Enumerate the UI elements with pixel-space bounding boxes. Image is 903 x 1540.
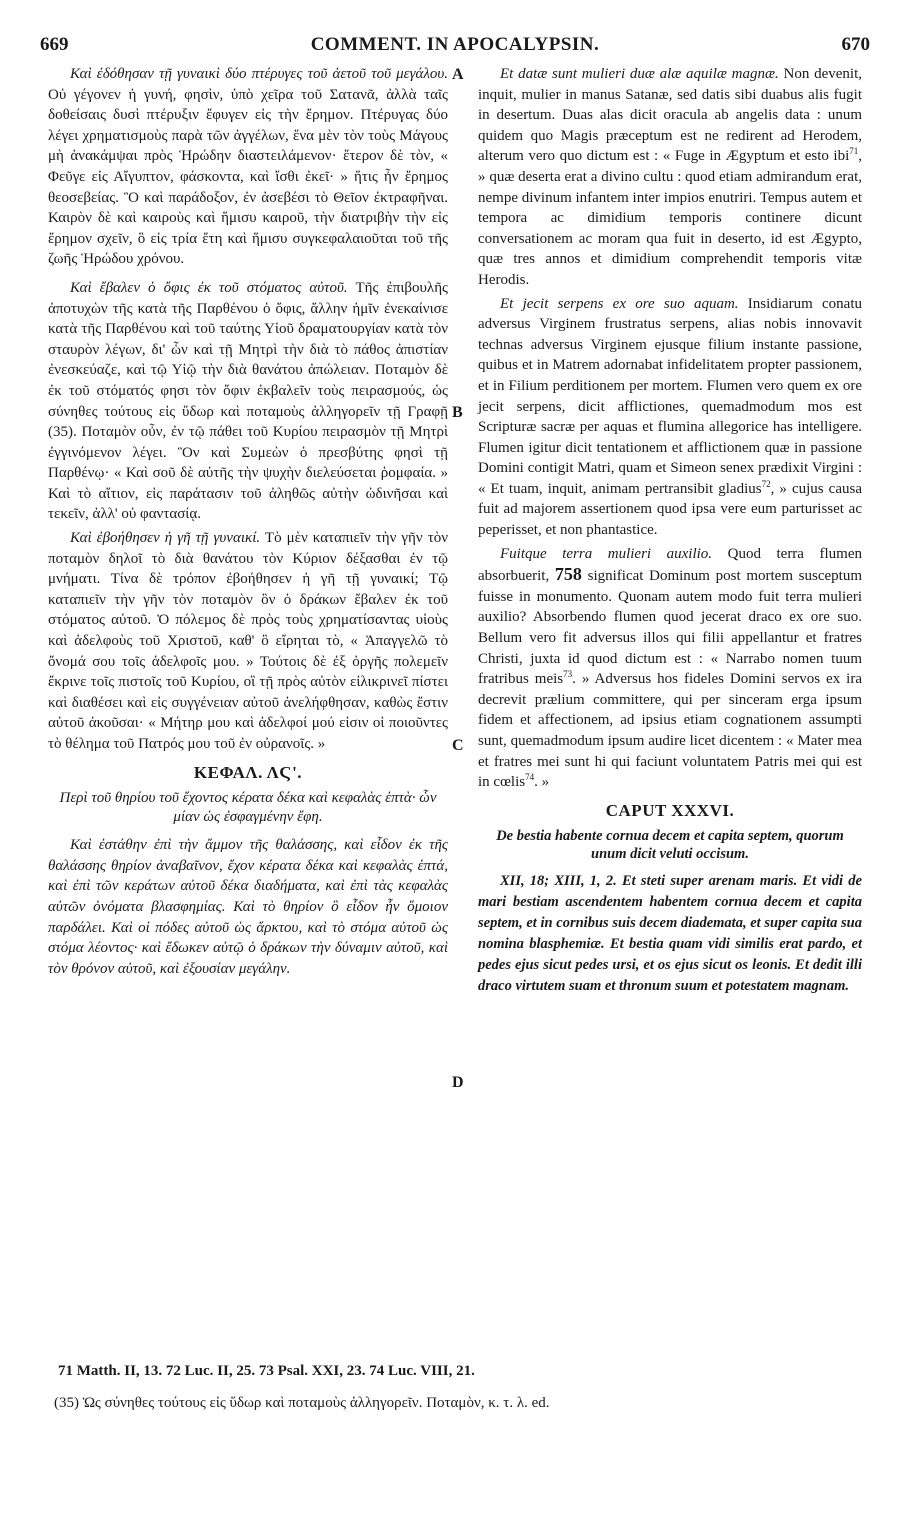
column-number: 758: [554, 564, 582, 585]
footnote-ref: 71: [849, 146, 859, 157]
latin-text: , » cujus causa fuit ad majorem assertionem quod ipsa vere eum parturisset ac peperisset, et non phantastice.: [478, 480, 862, 539]
greek-paragraph: [48, 528, 448, 755]
running-title: COMMENT. IN APOCALYPSIN.: [310, 34, 600, 55]
footnote-ref: 72: [761, 478, 771, 489]
page-header: [40, 34, 870, 60]
latin-chapter-subtitle: De bestia habente cornua decem et capita septem, quorum unum dicit veluti occisum.: [496, 828, 844, 863]
footnote-ref: 74: [525, 772, 535, 783]
greek-text: Οὐ γέγονεν ἡ γυνή, φησὶν, ὑπὸ χεῖρα τοῦ Σατανᾶ, ἀλλὰ ταῖς δοθείσαις δυσὶ πτέρυξιν ἔφυγεν εἰς τὴν ἔρημον. Πτέρυγας δύο λέγει χρηματισμοὺς παρὰ τῶν ἀγγέλων, ἕνα μὲν τὸν τοὺς Μάγους μὴ ἀνακάμψαι πρὸς Ἡρώδην διαστειλάμενον· ἕτερον δὲ τὸν, « Φεῦγε εἰς Αἴγυπτον, φάσκοντα, καὶ ἴσθι ἐκεῖ· » ἥτις ἦν ἔρημος θεοσεβείας. Ὃ καὶ παράδοξον, ἐν ἀσεβέσι τὸ Θεῖον ἐκτραφῆναι. Καιρὸν δὲ καὶ καιροὺς καὶ ἥμισυ καιροῦ, τὴν διατριβὴν τὴν εἰς ἔρημον σχεῖν, ὃ εἰς τρία ἔτη καὶ ἥμισυ συγκεφαλαιοῦται τοῦ τῆς ζωῆς Ἡρώδου χρόνου.: [48, 86, 448, 268]
latin-paragraph: [478, 64, 862, 291]
greek-chapter-title: ΚΕΦΑΛ. ΛϚ'.: [193, 762, 303, 782]
page-number-left: 669: [40, 34, 69, 55]
margin-marker-d: D: [452, 1074, 464, 1091]
greek-chapter-subtitle: Περὶ τοῦ θηρίου τοῦ ἔχοντος κέρατα δέκα καὶ κεφαλὰς ἑπτὰ· ὧν μίαν ὡς ἐσφαγμένην ἔφη.: [59, 790, 437, 826]
latin-text: Insidiarum conatu adversus Virginem frustratus serpens, alias nobis innovavit technas adversus Virginem ejusque filium instante passione, quibus et in Matrem adornabat infidelitatem propter passionem, et in Filium perditionem per mortem. Flumen vero quem ex ore jecit serpens, dicit afflictiones, quemadmodum mos est Scripturæ sacræ per aquas et flumina allegorice has intelligere. Flumen igitur dicit tentationem et afflictionem quæ in passione Domini contigit Matri, quam et Simeon senex prædixit Virgini : « Et tuam, inquit, animam pertransibit gladius: [478, 295, 862, 497]
latin-verse: XII, 18; XIII, 1, 2. Et steti super arenam maris. Et vidi de mari bestiam ascendentem habentem cornua decem et capita septem, et in cornibus suis decem diademata, et super capita sua nomina blasphemiæ. Et bestia quam vidi similis erat pardo, et pedes ejus sicut pedes ursi, et os ejus sicut os leonis. Et dedit illi draco virtutem suam et thronum suum et potestatem magnam.: [478, 873, 862, 995]
greek-text: Τὸ μὲν καταπιεῖν τὴν γῆν τὸν ποταμὸν δηλοῖ τὸ διὰ θανάτου τὸν Κύριον δέξασθαι ἐν τῷ μνήματι. Τίνα δὲ τρόπον ἐβοήθησεν ἡ γῆ τῇ γυναικί; Τῷ καταπιεῖν τὴν γῆν τὸν ποταμὸν ὃν ὁ δράκων ἔβαλεν ἐκ τοῦ στόματος αὐτοῦ. Ὁ πόλεμος δὲ πρὸς τοὺς χρηματίσαντας υἱοὺς καὶ ἀδελφοὺς τοῦ Χριστοῦ, καθ' ὃ εἴρηται τὸ, « Ἀπαγγελῶ τὸ ὄνομά σου τοῖς ἀδελφοῖς μου. » Τούτοις δὲ ἐξ ὀργῆς πολεμεῖν ἔκρινε τοῖς πιστοῖς τοῦ Κυρίου, οἳ τῇ πρὸς αὐτὸν εἰλικρινεῖ πίστει καὶ διαθέσει καὶ εἰς συγγένειαν αὐτοῦ ἀνελήφθησαν, καθὼς ἔστιν αὐτοῦ ἀκοῦσαι· « Μήτηρ μου καὶ ἀδελφοί μού εἰσιν οἱ ποιοῦντες τὸ θέλημα τοῦ Πατρός μου τοῦ ἐν οὐρανοῖς. »: [48, 530, 449, 752]
latin-lemma: Fuitque terra mulieri auxilio.: [500, 545, 713, 562]
footnote-latin: 71 Matth. II, 13. 72 Luc. II, 25. 73 Psal. XXI, 23. 74 Luc. VIII, 21.: [58, 1363, 475, 1379]
margin-marker-a: A: [452, 66, 464, 83]
greek-lemma: Καὶ ἔβαλεν ὁ ὄφις ἐκ τοῦ στόματος αὐτοῦ.: [70, 279, 348, 296]
latin-text: , » quæ deserta erat a divino cultu : quod etiam admirandum erat, nempe divinum infantem inter impios enutriri. Tempus autem et tempora ac dimidium temporis continere dicunt conversationem ac moram qua fuit in deserto, id est Ægypto, quæ tres annos et dimidium comprehendit temporis vitæ Herodis.: [478, 148, 863, 288]
latin-text: . »: [534, 774, 550, 791]
latin-lemma: Et jecit serpens ex ore suo aquam.: [500, 295, 739, 312]
page-number-right: 670: [841, 34, 870, 55]
greek-paragraph: [48, 278, 448, 525]
latin-text: Non devenit, inquit, mulier in manus Satanæ, sed datis sibi duabus alis fugit in desertum. Duas alas dicit oracula ab angelis data : unum quidem quo Magis præceptum est ne redirent ad Herodem, alterum vero quo dictum est : « Fuge in Ægyptum et esto ibi: [478, 66, 863, 165]
margin-marker-c: C: [452, 737, 464, 754]
footnote-ref: 73: [563, 669, 573, 680]
greek-lemma: Καὶ ἐβοήθησεν ἡ γῆ τῇ γυναικί.: [70, 530, 261, 547]
footnote-greek: (35) Ὡς σύνηθες τούτους εἰς ὕδωρ καὶ ποταμοὺς ἀλληγορεῖν. Ποταμὸν, κ. τ. λ. ed.: [54, 1395, 550, 1411]
latin-text: Quod terra flumen absorbuerit,: [478, 545, 863, 585]
latin-column: [478, 64, 862, 1000]
greek-column: [48, 64, 448, 982]
latin-lemma: Et datæ sunt mulieri duæ alæ aquilæ magnæ.: [500, 66, 779, 82]
latin-text: . » Adversus hos fideles Domini servos ex ira decrevit prælium committere, qui per sinceram erga ipsum fidem et affectionem, ad ipsius etiam cognationem assumpti sunt, quemadmodum ipsum audire licet dicentem : « Mater mea et fratres mei sunt hi qui faciunt voluntatem Patris mei qui est in cœlis: [478, 671, 862, 791]
margin-marker-b: B: [452, 404, 463, 421]
greek-lemma: Καὶ ἐδόθησαν τῇ γυναικὶ δύο πτέρυγες τοῦ ἀετοῦ τοῦ μεγάλου.: [70, 66, 448, 82]
latin-text: significat Dominum post mortem susceptum fuisse in monumento. Quonam autem modo fuit terra mulieri auxilio? Absorbendo flumen quod jecerat draco ex ore suo. Bellum vero fit adversus illos qui filii appellantur et fratres Christi, juxta id quod dictum est : « Narrabo nomen tuum fratribus meis: [478, 568, 862, 688]
footnotes: [48, 1360, 868, 1424]
latin-chapter-title: CAPUT XXXVI.: [605, 800, 735, 820]
greek-verse: Καὶ ἐστάθην ἐπὶ τὴν ἄμμον τῆς θαλάσσης, καὶ εἶδον ἐκ τῆς θαλάσσης θηρίον ἀναβαῖνον, ἔχον κέρατα δέκα καὶ κεφαλὰς ἑπτά, καὶ ἐπὶ τῶν κεράτων αὐτοῦ δέκα διαδήματα, καὶ ἐπὶ τὰς κεφαλὰς αὐτῶν ὀνόματα βλασφημίας. Καὶ τὸ θηρίον ὃ εἶδον ἦν ὅμοιον παρδάλει. Καὶ οἱ πόδες αὐτοῦ ὡς ἄρκτου, καὶ τὸ στόμα αὐτοῦ ὡς στόμα λέοντος· καὶ ἔδωκεν αὐτῷ ὁ δράκων τὴν δύναμιν αὐτοῦ, καὶ τὸν θρόνον αὐτοῦ, καὶ ἐξουσίαν μεγάλην.: [48, 837, 448, 977]
latin-paragraph: [478, 294, 862, 541]
greek-paragraph: [48, 64, 448, 270]
latin-paragraph: [478, 544, 862, 793]
greek-text: Τῆς ἐπιβουλῆς ἀποτυχὼν τῆς κατὰ τῆς Παρθένου ὁ ὄφις, ἄλλην ἡμῖν ἐνεκαίνισε κατὰ τῆς Παρθένου καὶ τοῦ ταύτης Υἱοῦ δραματουργίαν κατὰ τὸν σταυρὸν λέγων, δι' ὧν καὶ τῇ Μητρὶ τὴν διὰ τὸ πάθος ἀπιστίαν ἐνεσκεύαζε, καὶ τῷ Υἱῷ τὴν διὰ θανάτου ἀπώλειαν. Ποταμὸν δὲ ἐκ τοῦ στόματός φησι τὸν ὄφιν ἐκβαλεῖν τοὺς πειρασμούς, ὡς σύνηθες τούτους εἰς ὕδωρ καὶ ποταμοὺς ἀλληγορεῖν τῇ Γραφῇ (35). Ποταμὸν οὖν, ἐν τῷ πάθει τοῦ Κυρίου πειρασμὸν τῇ Μητρὶ ἐγγινόμενον λέγει. Ὃν καὶ Συμεὼν ὁ πρεσβύτης φησὶ τῇ Παρθένῳ· « Καὶ σοῦ δὲ αὐτῆς τὴν ψυχὴν διελεύσεται ῥομφαία. » Καὶ τὸ αἴτιον, εἰς παράτασιν τοῦ ἀληθῶς αὐτὴν ὠδινῆσαι καὶ τεκεῖν, ἀλλ' οὐ φαντασίᾳ.: [48, 279, 448, 523]
